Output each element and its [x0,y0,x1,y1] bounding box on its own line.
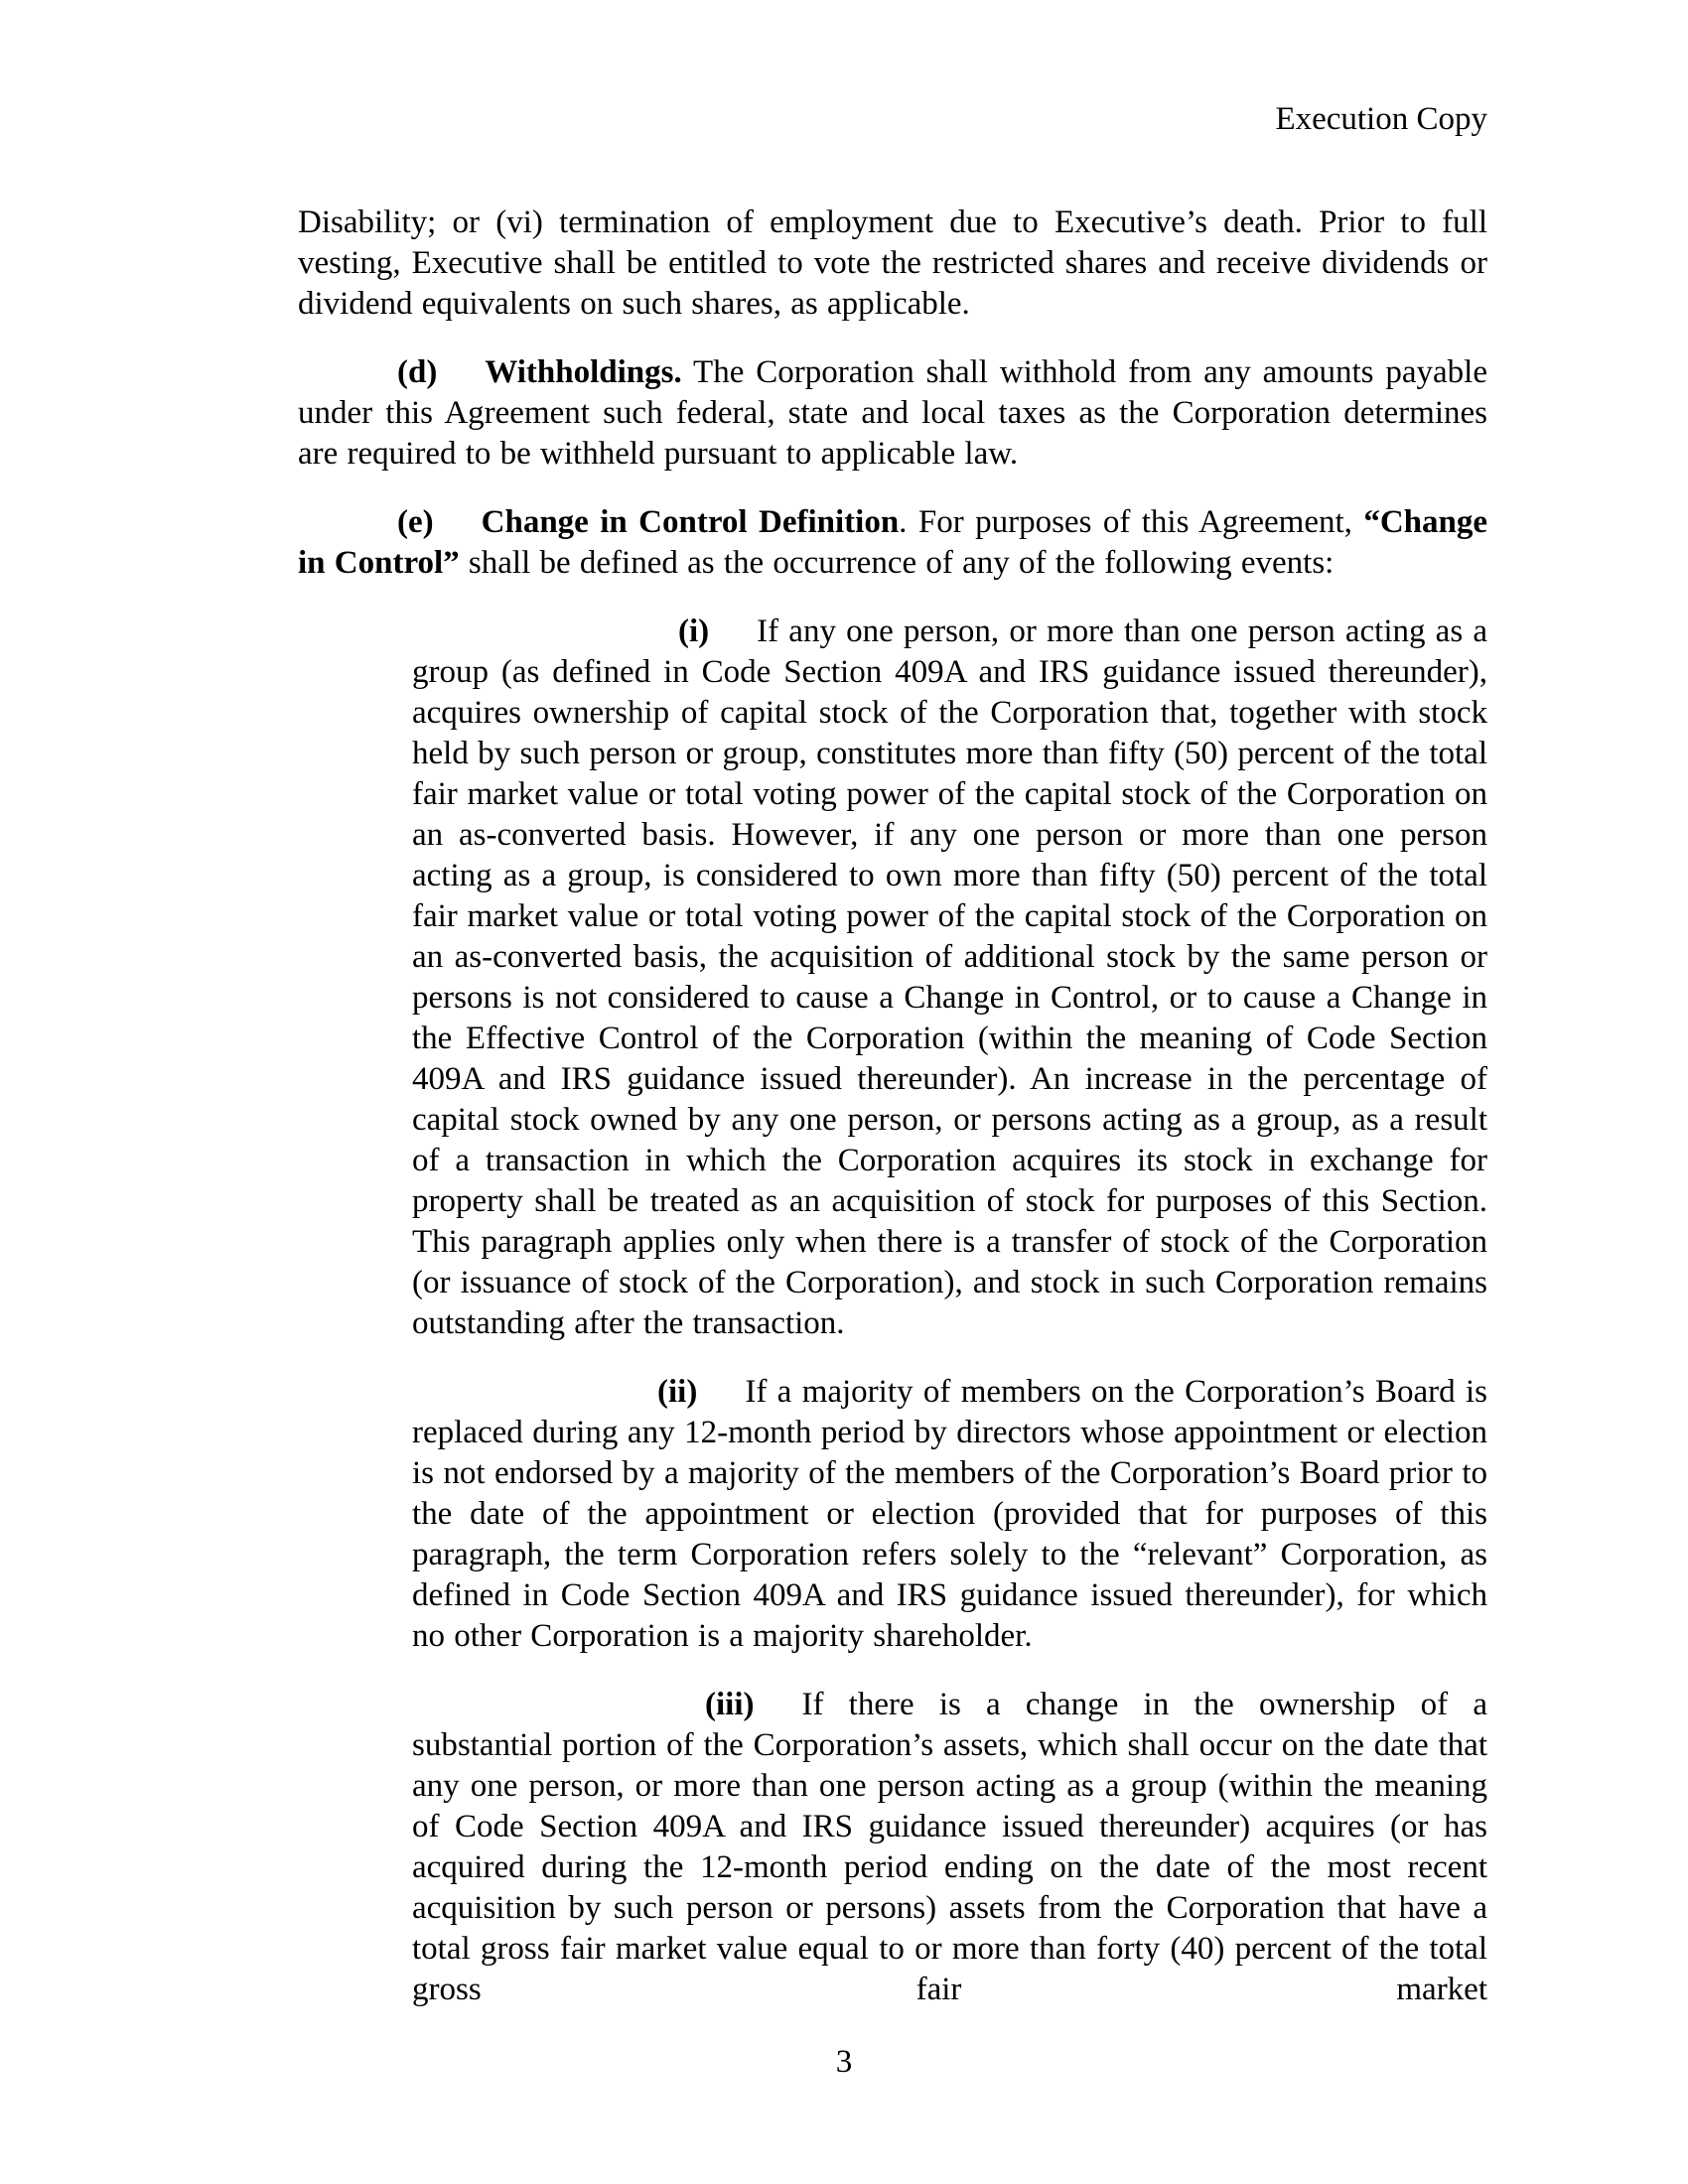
clause-d-heading: Withholdings. [485,354,682,390]
execution-copy-label: Execution Copy [1275,101,1487,137]
romanette-iii [412,1685,1487,2010]
clause-d-withholdings [298,352,1487,475]
romanette-iii-label: (iii) [705,1687,755,1722]
romanette-ii-label: (ii) [657,1374,698,1410]
document-body [298,203,1487,2010]
clause-e-change-in-control [298,502,1487,584]
page-number: 3 [835,2044,853,2080]
clause-e-body-1: . For purposes of this Agreement, [899,504,1364,540]
clause-e-body-2: shall be defined as the occurrence of any of the following events: [459,545,1335,581]
romanette-i-body: If any one person, or more than one person acting as a group (as defined in Code Section 409A and IRS guidance issued thereunder), acquires ownership of capital stock of the Corporation that, together with stock held by such person or group, constitutes more than fifty (50) percent of the total fair market value or total voting power of the capital stock of the Corporation on an as-converted basis. However, if any one person or more than one person acting as a group, is considered to own more than fifty (50) percent of the total fair market value or total voting power of the capital stock of the Corporation on an as-converted basis, the acquisition of additional stock by the same person or persons is not considered to cause a Change in Control, or to cause a Change in the Effective Control of the Corporation (within the meaning of Code Section 409A and IRS guidance issued thereunder). An increase in the percentage of capital stock owned by any one person, or persons acting as a group, as a result of a transaction in which the Corporation acquires its stock in exchange for property shall be treated as an acquisition of stock for purposes of this Section. This paragraph applies only when there is a transfer of stock of the Corporation (or issuance of stock of the Corporation), and stock in such Corporation remains outstanding after the transaction. [412,614,1487,1341]
romanette-i [412,612,1487,1344]
romanette-i-label: (i) [678,614,710,649]
page-footer [0,2042,1688,2083]
clause-d-label: (d) [397,354,438,390]
romanette-ii [412,1372,1487,1657]
romanette-iii-body: If there is a change in the ownership of a substantial portion of the Corporation’s assets, which shall occur on the date that any one person, or more than one person acting as a group (within the meaning of Code Section 409A and IRS guidance issued thereunder) acquires (or has acquired during the 12-month period ending on the date of the most recent acquisition by such person or persons) assets from the Corporation that have a total gross fair market value equal to or more than forty (40) percent of the total gross fair market [412,1687,1487,2007]
clause-d-body: The Corporation shall withhold from any amounts payable under this Agreement such federal, state and local taxes as the Corporation determines are required to be withheld pursuant to applicable law. [298,354,1487,472]
document-header [298,99,1487,140]
romanette-ii-body: If a majority of members on the Corporation’s Board is replaced during any 12-month period by directors whose appointment or election is not endorsed by a majority of the members of the Corporation’s Board prior to the date of the appointment or election (provided that for purposes of this paragraph, the term Corporation refers solely to the “relevant” Corporation, as defined in Code Section 409A and IRS guidance issued thereunder), for which no other Corporation is a majority shareholder. [412,1374,1487,1654]
clause-e-heading: Change in Control Definition [481,504,900,540]
paragraph-vesting: Disability; or (vi) termination of employment due to Executive’s death. Prior to full vesting, Executive shall be entitled to vote the restricted shares and receive dividends or dividend equivalents on such shares, as applicable. [298,205,1487,322]
clause-e-label: (e) [397,504,434,540]
clause-e-bold-phrase: “Change in Control” [298,504,1487,581]
